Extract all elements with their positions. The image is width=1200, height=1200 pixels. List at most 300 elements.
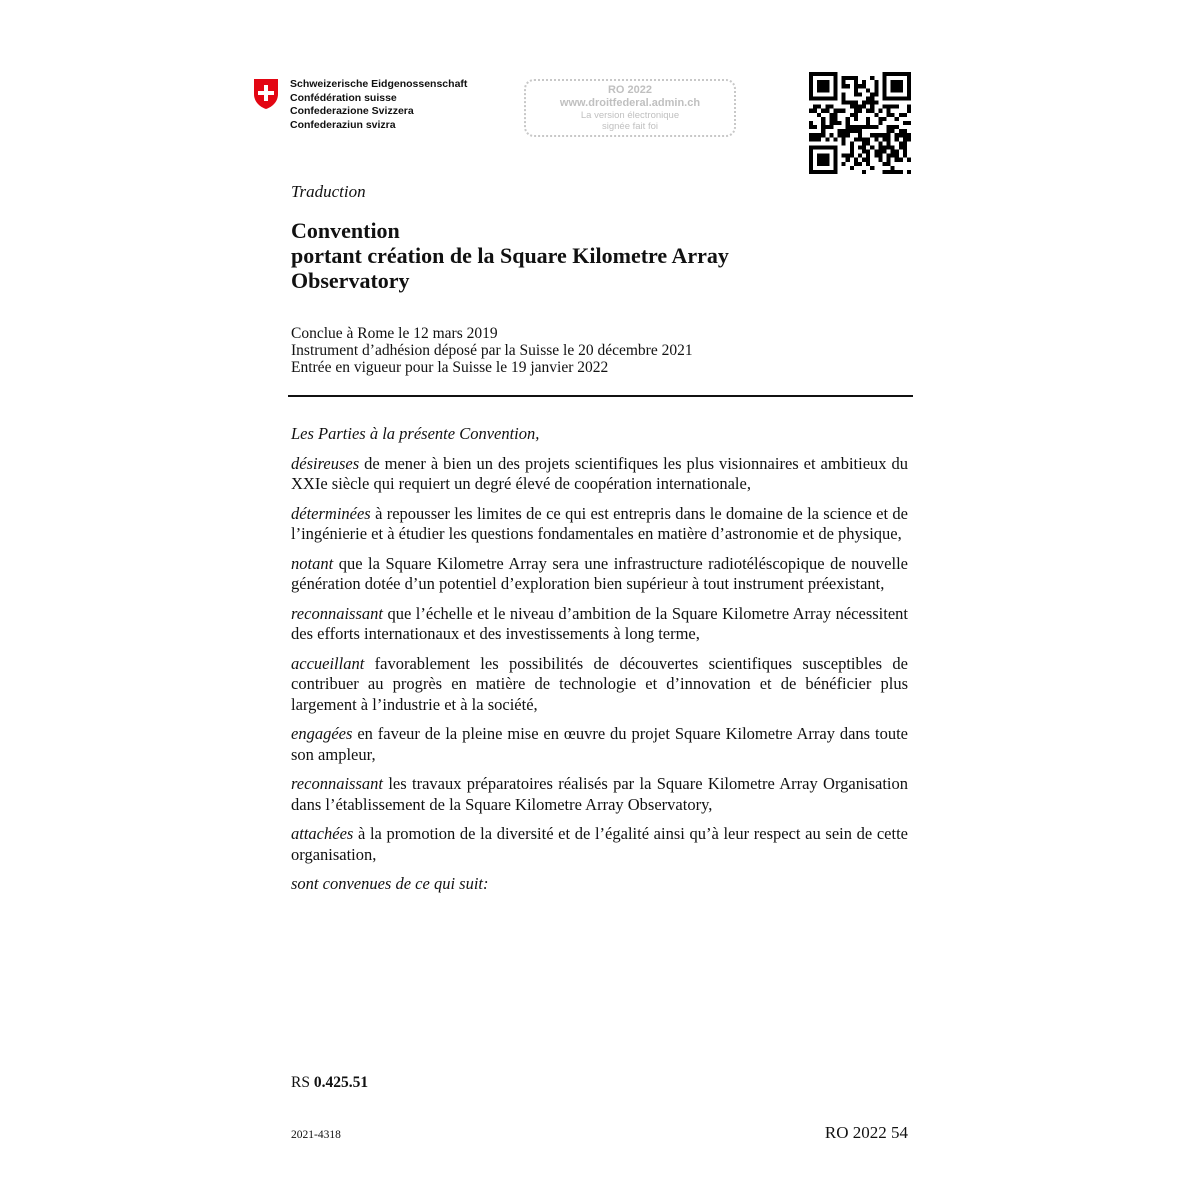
qr-module (882, 145, 886, 149)
clause-lead: accueillant (291, 653, 365, 673)
qr-module (825, 145, 829, 149)
stamp-line-4: signée fait foi (602, 121, 658, 132)
qr-module (842, 137, 846, 141)
qr-module (842, 162, 846, 166)
qr-module (882, 137, 886, 141)
qr-module (907, 92, 911, 96)
qr-module (809, 162, 813, 166)
qr-module (846, 125, 850, 129)
qr-module (809, 88, 813, 92)
qr-module (833, 80, 837, 84)
preamble-intro: Les Parties à la présente Convention, (291, 424, 540, 443)
qr-module (907, 158, 911, 162)
qr-module (903, 141, 907, 145)
qr-module (878, 133, 882, 137)
qr-module (882, 117, 886, 121)
swiss-flag-icon (252, 78, 280, 110)
qr-module (829, 170, 833, 174)
qr-module (850, 150, 854, 154)
qr-module (817, 158, 821, 162)
clause-text: en faveur de la pleine mise en œuvre du projet Square Kilometre Array dans toute son ampleur, (291, 724, 908, 764)
qr-module (833, 88, 837, 92)
qr-module (809, 170, 813, 174)
qr-module (891, 113, 895, 117)
qr-module (891, 80, 895, 84)
gov-line-rm: Confederaziun svizra (290, 118, 396, 131)
qr-module (850, 141, 854, 145)
qr-module (838, 133, 842, 137)
qr-module (817, 133, 821, 137)
qr-module (899, 145, 903, 149)
qr-module (854, 80, 858, 84)
qr-module (882, 133, 886, 137)
qr-module (821, 96, 825, 100)
qr-module (891, 154, 895, 158)
clause (291, 824, 908, 865)
qr-module (825, 162, 829, 166)
qr-module (878, 158, 882, 162)
qr-module (821, 72, 825, 76)
qr-module (854, 137, 858, 141)
qr-module (809, 137, 813, 141)
qr-module (809, 133, 813, 137)
qr-module (825, 88, 829, 92)
title-line-2: portant création de la Square Kilometre Array (291, 243, 729, 268)
qr-module (833, 96, 837, 100)
clause-text: que l’échelle et le niveau d’ambition de la Square Kilometre Array nécessitent des efforts internationaux et des investissements à long terme, (291, 603, 908, 643)
qr-module (903, 129, 907, 133)
qr-module (878, 109, 882, 113)
qr-module (866, 162, 870, 166)
qr-module (829, 72, 833, 76)
clause-text: à la promotion de la diversité et de l’égalité ainsi qu’à leur respect au sein de cette organisation, (291, 824, 908, 864)
gov-line-it: Confederazione Svizzera (290, 105, 414, 117)
qr-module (887, 109, 891, 113)
qr-module (817, 113, 821, 117)
qr-module (874, 133, 878, 137)
qr-module (870, 105, 874, 109)
qr-module (903, 113, 907, 117)
qr-module (854, 113, 858, 117)
qr-module (887, 145, 891, 149)
qr-module (895, 150, 899, 154)
qr-module (866, 96, 870, 100)
closing-line: sont convenues de ce qui suit: (291, 874, 489, 893)
qr-module (854, 162, 858, 166)
qr-module (813, 105, 817, 109)
rs-number: 0.425.51 (313, 1074, 369, 1091)
qr-module (899, 113, 903, 117)
qr-module (821, 129, 825, 133)
clause-lead: attachées (291, 824, 354, 843)
qr-module (878, 121, 882, 125)
qr-module (866, 109, 870, 113)
qr-module (858, 109, 862, 113)
qr-module (809, 96, 813, 100)
qr-module (833, 92, 837, 96)
qr-module (874, 80, 878, 84)
qr-module (891, 150, 895, 154)
clause-lead: désireuses (291, 453, 360, 473)
qr-module (813, 137, 817, 141)
qr-module (891, 170, 895, 174)
qr-module (809, 150, 813, 154)
qr-module (907, 96, 911, 100)
qr-module (866, 117, 870, 121)
clause-text: favorablement les possibilités de découvertes scientifiques susceptibles de contribuer au progrès en matière de technologie et d’innovation et de bénéficier plus largement à l’industrie et à la société, (291, 653, 908, 714)
qr-module (907, 84, 911, 88)
qr-module (850, 129, 854, 133)
qr-module (817, 162, 821, 166)
qr-module (895, 84, 899, 88)
qr-module (809, 154, 813, 158)
qr-module (874, 84, 878, 88)
qr-module (817, 137, 821, 141)
qr-module (895, 170, 899, 174)
qr-module (862, 170, 866, 174)
qr-module (817, 154, 821, 158)
clause (291, 504, 908, 545)
qr-module (842, 101, 846, 105)
qr-module (858, 125, 862, 129)
title-line-3: Observatory (291, 268, 410, 293)
document-title (291, 218, 851, 293)
qr-module (891, 145, 895, 149)
qr-module (866, 101, 870, 105)
qr-module (907, 88, 911, 92)
clause-lead: reconnaissant (291, 774, 383, 793)
qr-module (813, 109, 817, 113)
clause-text: que la Square Kilometre Array sera une infrastructure radiotéléscopique de nouvelle génération dotée d’un potentiel d’exploration bien supérieur à tout instrument préexistant, (291, 553, 908, 593)
qr-module (817, 170, 821, 174)
clause-text: les travaux préparatoires réalisés par la Square Kilometre Array Organisation dans l’établissement de la Square Kilometre Array Observatory, (291, 774, 908, 814)
qr-module (833, 117, 837, 121)
qr-module (862, 141, 866, 145)
qr-module (854, 88, 858, 92)
qr-module (899, 72, 903, 76)
qr-module (854, 117, 858, 121)
qr-module (862, 150, 866, 154)
qr-module (891, 129, 895, 133)
qr-module (825, 158, 829, 162)
qr-module (829, 96, 833, 100)
qr-module (842, 133, 846, 137)
qr-module (907, 133, 911, 137)
qr-module (850, 101, 854, 105)
clause (291, 724, 908, 765)
qr-module (821, 158, 825, 162)
qr-module (858, 154, 862, 158)
qr-module (825, 137, 829, 141)
qr-module (895, 158, 899, 162)
qr-module (887, 72, 891, 76)
qr-module (817, 84, 821, 88)
qr-module (891, 88, 895, 92)
clause-text: à repousser les limites de ce qui est entrepris dans le domaine de la science et de l’ingénierie et à étudier les questions fondamentales en matière d’astronomie et de physique, (291, 503, 908, 543)
qr-module (887, 141, 891, 145)
qr-module (842, 154, 846, 158)
translation-label: Traduction (291, 182, 366, 201)
qr-module (899, 129, 903, 133)
qr-module (850, 76, 854, 80)
qr-module (858, 105, 862, 109)
qr-module (866, 150, 870, 154)
qr-module (899, 141, 903, 145)
qr-module (809, 145, 813, 149)
qr-module (899, 96, 903, 100)
qr-module (817, 72, 821, 76)
qr-module (858, 92, 862, 96)
qr-module (887, 129, 891, 133)
qr-module (887, 162, 891, 166)
qr-module (833, 145, 837, 149)
qr-module (813, 72, 817, 76)
qr-module (817, 145, 821, 149)
qr-module (878, 117, 882, 121)
qr-module (821, 88, 825, 92)
qr-module (809, 84, 813, 88)
qr-module (842, 84, 846, 88)
qr-module (825, 125, 829, 129)
qr-module (858, 84, 862, 88)
qr-module (850, 154, 854, 158)
qr-module (829, 133, 833, 137)
divider (288, 395, 913, 397)
qr-module (870, 109, 874, 113)
qr-module (858, 137, 862, 141)
qr-module (854, 84, 858, 88)
qr-module (895, 125, 899, 129)
qr-module (895, 137, 899, 141)
signature-stamp (524, 79, 736, 137)
qr-module (903, 150, 907, 154)
qr-module (899, 88, 903, 92)
qr-module (882, 105, 886, 109)
qr-module (838, 109, 842, 113)
qr-module (833, 137, 837, 141)
qr-module (825, 154, 829, 158)
qr-module (907, 109, 911, 113)
qr-module (866, 141, 870, 145)
clause (291, 604, 908, 645)
qr-module (895, 72, 899, 76)
qr-module (858, 133, 862, 137)
qr-module (833, 170, 837, 174)
qr-module (862, 84, 866, 88)
preamble-text (291, 424, 908, 904)
clause (291, 554, 908, 595)
qr-module (833, 158, 837, 162)
qr-module (870, 101, 874, 105)
qr-module (895, 117, 899, 121)
qr-module (878, 145, 882, 149)
qr-module (833, 72, 837, 76)
qr-module (842, 92, 846, 96)
treaty-dates (291, 325, 693, 376)
qr-module (891, 72, 895, 76)
qr-module (903, 154, 907, 158)
qr-module (821, 133, 825, 137)
qr-module (825, 170, 829, 174)
qr-module (887, 96, 891, 100)
qr-module (907, 72, 911, 76)
gov-line-fr: Confédération suisse (290, 91, 397, 104)
qr-module (817, 80, 821, 84)
qr-module (895, 154, 899, 158)
qr-module (833, 121, 837, 125)
qr-module (833, 162, 837, 166)
qr-module (903, 137, 907, 141)
qr-module (878, 141, 882, 145)
qr-module (825, 96, 829, 100)
qr-module (862, 137, 866, 141)
qr-module (809, 76, 813, 80)
clause (291, 654, 908, 716)
qr-module (882, 162, 886, 166)
qr-module (846, 133, 850, 137)
qr-module (809, 72, 813, 76)
qr-module (825, 72, 829, 76)
qr-module (833, 154, 837, 158)
stamp-line-1: RO 2022 (607, 84, 653, 96)
qr-module (809, 158, 813, 162)
clause (291, 774, 908, 815)
clause-lead: reconnaissant (291, 603, 383, 623)
qr-module (887, 170, 891, 174)
qr-module (854, 76, 858, 80)
qr-module (829, 121, 833, 125)
qr-module (874, 137, 878, 141)
qr-module (846, 154, 850, 158)
qr-module (866, 88, 870, 92)
qr-module (850, 105, 854, 109)
qr-module (846, 158, 850, 162)
qr-module (862, 105, 866, 109)
qr-module (821, 162, 825, 166)
qr-module (887, 137, 891, 141)
qr-module (821, 80, 825, 84)
qr-module (891, 105, 895, 109)
qr-module (809, 166, 813, 170)
qr-module (907, 80, 911, 84)
qr-module (838, 121, 842, 125)
qr-module (821, 170, 825, 174)
qr-module (866, 137, 870, 141)
qr-module (842, 109, 846, 113)
qr-module (891, 96, 895, 100)
qr-module (870, 125, 874, 129)
qr-module (850, 166, 854, 170)
qr-module (895, 133, 899, 137)
qr-module (833, 76, 837, 80)
qr-module (813, 170, 817, 174)
qr-module (899, 133, 903, 137)
qr-module (825, 109, 829, 113)
qr-module (907, 170, 911, 174)
qr-module (809, 92, 813, 96)
qr-module (821, 109, 825, 113)
qr-module (899, 80, 903, 84)
qr-module (829, 105, 833, 109)
qr-module (874, 88, 878, 92)
qr-module (866, 121, 870, 125)
qr-module (874, 150, 878, 154)
qr-module (858, 162, 862, 166)
qr-module (862, 125, 866, 129)
qr-module (882, 170, 886, 174)
qr-module (891, 125, 895, 129)
qr-module (882, 80, 886, 84)
clause-text: de mener à bien un des projets scientifiques les plus visionnaires et ambitieux du XXIe siècle qui requiert un degré élevé de coopération internationale, (291, 453, 908, 493)
qr-module (858, 145, 862, 149)
qr-module (887, 105, 891, 109)
entry-into-force-line: Entrée en vigueur pour la Suisse le 19 janvier 2022 (291, 359, 609, 376)
government-name-block (290, 78, 467, 132)
qr-module (809, 121, 813, 125)
file-number: 2021-4318 (291, 1129, 341, 1141)
clause (291, 454, 908, 495)
qr-module (882, 84, 886, 88)
qr-module (891, 84, 895, 88)
qr-module (903, 96, 907, 100)
qr-module (854, 92, 858, 96)
qr-module (866, 125, 870, 129)
qr-module (821, 121, 825, 125)
qr-module (907, 105, 911, 109)
ro-reference: RO 2022 54 (824, 1123, 908, 1142)
qr-module (833, 113, 837, 117)
clause-lead: déterminées (291, 503, 371, 523)
qr-module (829, 125, 833, 129)
qr-module (821, 145, 825, 149)
qr-module (817, 105, 821, 109)
qr-module (825, 84, 829, 88)
qr-module (809, 80, 813, 84)
qr-module (899, 84, 903, 88)
qr-module (887, 113, 891, 117)
qr-module (878, 150, 882, 154)
qr-module (809, 125, 813, 129)
clause-lead: notant (291, 553, 334, 573)
qr-module (887, 125, 891, 129)
qr-module (882, 92, 886, 96)
stamp-line-2: www.droitfederal.admin.ch (559, 97, 701, 109)
qr-module (842, 80, 846, 84)
qr-module (882, 76, 886, 80)
qr-module (838, 129, 842, 133)
qr-module (813, 125, 817, 129)
qr-module (850, 145, 854, 149)
qr-module (878, 154, 882, 158)
qr-module (903, 133, 907, 137)
qr-module (813, 145, 817, 149)
qr-module (817, 88, 821, 92)
qr-module (842, 76, 846, 80)
qr-module (842, 141, 846, 145)
qr-module (842, 96, 846, 100)
stamp-line-3: La version électronique (580, 110, 680, 121)
qr-module (882, 88, 886, 92)
accession-line: Instrument d’adhésion déposé par la Suisse le 20 décembre 2021 (291, 342, 693, 359)
qr-module (899, 158, 903, 162)
qr-module (862, 80, 866, 84)
qr-module (874, 113, 878, 117)
qr-module (870, 76, 874, 80)
qr-module (882, 150, 886, 154)
qr-module (874, 125, 878, 129)
qr-module (895, 105, 899, 109)
qr-module (854, 101, 858, 105)
